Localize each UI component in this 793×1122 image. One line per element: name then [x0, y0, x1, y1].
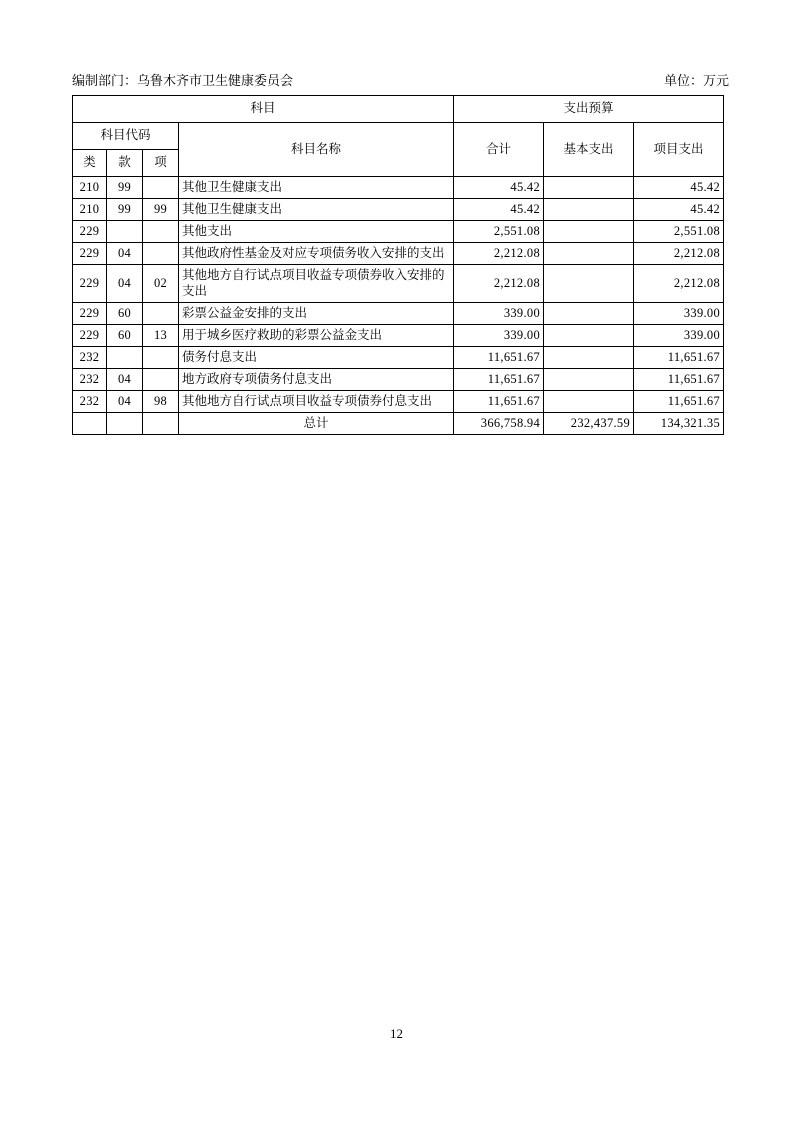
cell-kuan	[107, 413, 143, 435]
table-row	[73, 243, 724, 265]
cell-kuan	[107, 347, 143, 369]
cell-xiang	[143, 221, 179, 243]
cell-basic	[544, 325, 634, 347]
cell-lei: 229	[73, 325, 107, 347]
cell-lei: 210	[73, 199, 107, 221]
cell-kuan: 60	[107, 303, 143, 325]
cell-project: 2,551.08	[634, 221, 724, 243]
cell-name: 其他政府性基金及对应专项债务收入安排的支出	[179, 243, 454, 265]
cell-project: 45.42	[634, 199, 724, 221]
cell-kuan: 04	[107, 243, 143, 265]
cell-project: 45.42	[634, 177, 724, 199]
cell-xiang: 99	[143, 199, 179, 221]
department-label: 编制部门：乌鲁木齐市卫生健康委员会	[72, 73, 294, 88]
header-total: 合计	[454, 123, 544, 177]
cell-lei: 229	[73, 303, 107, 325]
cell-basic	[544, 265, 634, 303]
page-number: 12	[390, 1026, 403, 1041]
cell-kuan: 04	[107, 391, 143, 413]
cell-lei: 229	[73, 243, 107, 265]
cell-xiang	[143, 177, 179, 199]
page-header	[72, 70, 733, 89]
unit-label: 单位：万元	[663, 73, 729, 88]
cell-project: 11,651.67	[634, 369, 724, 391]
header-subject-code: 科目代码	[73, 123, 179, 150]
header-lei: 类	[73, 150, 107, 177]
cell-total: 45.42	[454, 177, 544, 199]
cell-total: 11,651.67	[454, 347, 544, 369]
cell-total: 2,551.08	[454, 221, 544, 243]
cell-total: 339.00	[454, 303, 544, 325]
table-row	[73, 265, 724, 303]
table-row	[73, 303, 724, 325]
cell-project: 2,212.08	[634, 243, 724, 265]
cell-xiang: 02	[143, 265, 179, 303]
table-row	[73, 221, 724, 243]
table-row	[73, 325, 724, 347]
cell-name: 用于城乡医疗救助的彩票公益金支出	[179, 325, 454, 347]
table-row	[73, 391, 724, 413]
cell-lei: 229	[73, 265, 107, 303]
header-kuan: 款	[107, 150, 143, 177]
cell-kuan	[107, 221, 143, 243]
cell-basic	[544, 347, 634, 369]
table-row	[73, 369, 724, 391]
cell-xiang	[143, 243, 179, 265]
cell-name: 其他卫生健康支出	[179, 199, 454, 221]
header-xiang: 项	[143, 150, 179, 177]
cell-total: 2,212.08	[454, 243, 544, 265]
table-header-sub-row	[73, 123, 724, 150]
cell-total: 11,651.67	[454, 369, 544, 391]
cell-name: 地方政府专项债务付息支出	[179, 369, 454, 391]
cell-name: 其他卫生健康支出	[179, 177, 454, 199]
cell-lei: 229	[73, 221, 107, 243]
table-row	[73, 177, 724, 199]
header-basic-expenditure: 基本支出	[544, 123, 634, 177]
cell-name: 其他地方自行试点项目收益专项债券付息支出	[179, 391, 454, 413]
cell-name: 其他地方自行试点项目收益专项债券收入安排的支出	[179, 265, 454, 303]
cell-basic: 232,437.59	[544, 413, 634, 435]
cell-lei: 210	[73, 177, 107, 199]
cell-total: 11,651.67	[454, 391, 544, 413]
cell-lei: 232	[73, 391, 107, 413]
cell-kuan: 04	[107, 369, 143, 391]
table-header-group-row	[73, 96, 724, 123]
cell-lei: 232	[73, 369, 107, 391]
cell-kuan: 60	[107, 325, 143, 347]
cell-basic	[544, 199, 634, 221]
cell-name: 总计	[179, 413, 454, 435]
budget-table	[72, 95, 724, 435]
cell-name: 彩票公益金安排的支出	[179, 303, 454, 325]
cell-project: 339.00	[634, 325, 724, 347]
header-subject: 科目	[73, 96, 454, 123]
cell-xiang	[143, 413, 179, 435]
header-expenditure-budget: 支出预算	[454, 96, 724, 123]
cell-kuan: 99	[107, 177, 143, 199]
cell-name: 其他支出	[179, 221, 454, 243]
header-project-expenditure: 项目支出	[634, 123, 724, 177]
cell-total: 339.00	[454, 325, 544, 347]
cell-name: 债务付息支出	[179, 347, 454, 369]
table-row	[73, 347, 724, 369]
cell-basic	[544, 177, 634, 199]
cell-lei	[73, 413, 107, 435]
cell-basic	[544, 369, 634, 391]
cell-xiang	[143, 369, 179, 391]
cell-basic	[544, 303, 634, 325]
table-row	[73, 199, 724, 221]
cell-project: 11,651.67	[634, 347, 724, 369]
cell-xiang	[143, 303, 179, 325]
cell-kuan: 04	[107, 265, 143, 303]
cell-project: 2,212.08	[634, 265, 724, 303]
cell-basic	[544, 391, 634, 413]
cell-project: 134,321.35	[634, 413, 724, 435]
cell-xiang: 98	[143, 391, 179, 413]
cell-total: 2,212.08	[454, 265, 544, 303]
cell-basic	[544, 243, 634, 265]
cell-basic	[544, 221, 634, 243]
cell-xiang: 13	[143, 325, 179, 347]
cell-lei: 232	[73, 347, 107, 369]
cell-kuan: 99	[107, 199, 143, 221]
cell-total: 45.42	[454, 199, 544, 221]
cell-project: 339.00	[634, 303, 724, 325]
cell-project: 11,651.67	[634, 391, 724, 413]
table-total-row	[73, 413, 724, 435]
cell-total: 366,758.94	[454, 413, 544, 435]
cell-xiang	[143, 347, 179, 369]
header-subject-name: 科目名称	[179, 123, 454, 177]
